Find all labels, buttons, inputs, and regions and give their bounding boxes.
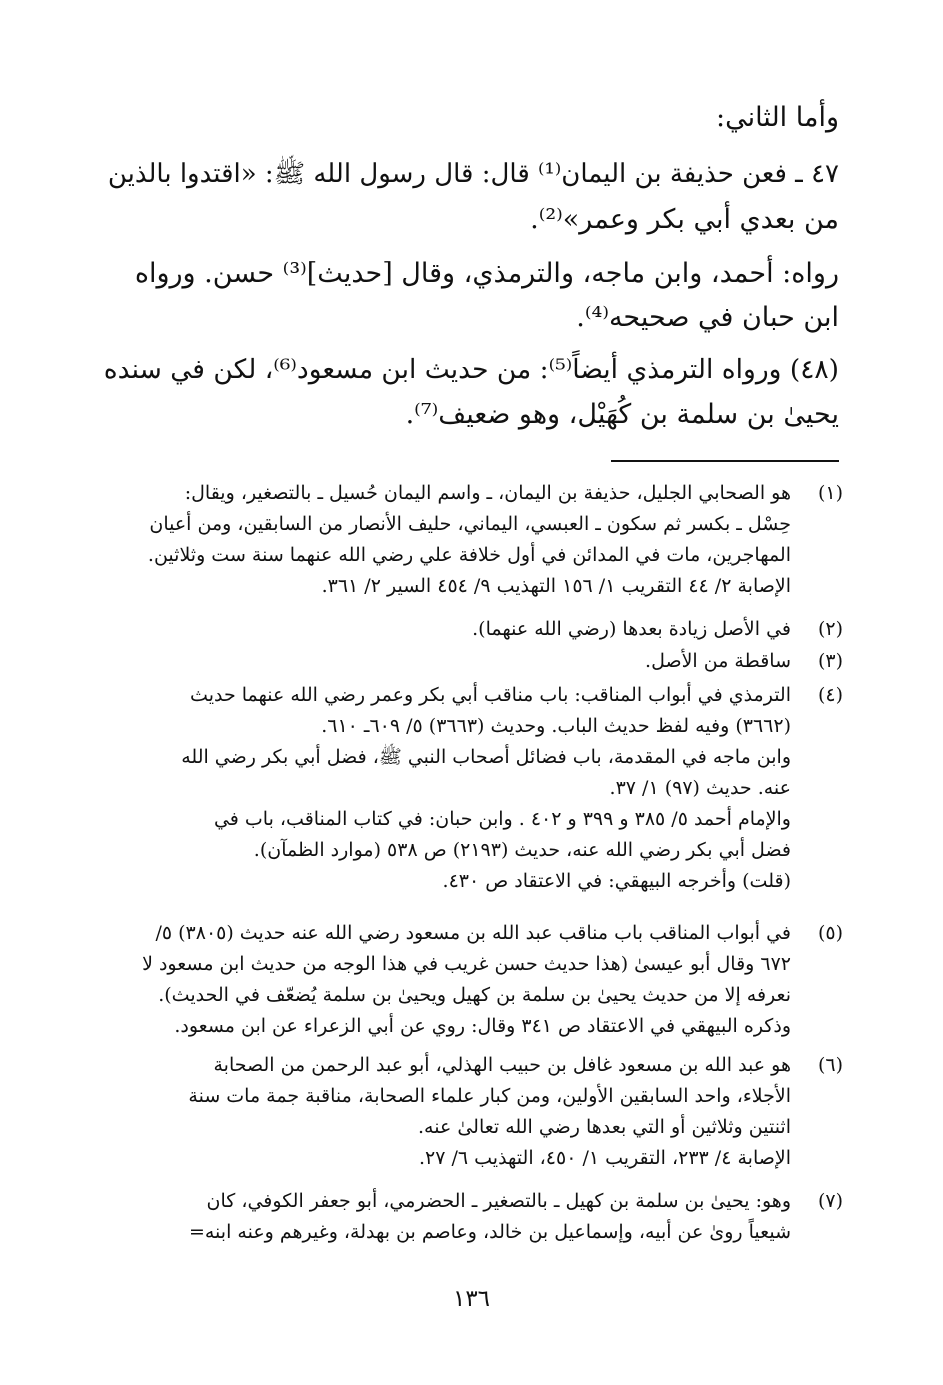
footnote-number: (٧) xyxy=(817,1190,843,1212)
footnote-line: عنه. حديث (٩٧) ١/ ٣٧. xyxy=(609,777,791,799)
footnote-line: ٦٧٢ وقال أبو عيسىٰ (هذا حديث حسن غريب في هذا الوجه من حديث ابن مسعود لا xyxy=(142,953,791,975)
footnote-4 xyxy=(100,680,843,897)
hadith-47-line-2: من بعدي أبي بكر وعمر»⁽²⁾. xyxy=(530,204,839,235)
footnote-separator xyxy=(611,460,839,462)
hadith-47-line-1: ٤٧ ـ فعن حذيفة بن اليمان⁽¹⁾ قال: قال رسول الله ﷺ: «اقتدوا بالذين xyxy=(107,159,839,189)
footnote-line: الترمذي في أبواب المناقب: باب مناقب أبي بكر وعمر رضي الله عنهما حديث xyxy=(190,684,791,706)
footnote-line: هو عبد الله بن مسعود غافل بن حبيب الهذلي، أبو عبد الرحمن من الصحابة xyxy=(213,1054,791,1076)
footnote-line: والإمام أحمد ٥/ ٣٨٥ و ٣٩٩ و ٤٠٢ . وابن حبان: في كتاب المناقب، باب في xyxy=(213,808,791,830)
footnote-line: نعرفه إلا من حديث يحيىٰ بن سلمة بن كهيل ويحيىٰ بن سلمة يُضعّف في الحديث). xyxy=(158,984,791,1006)
footnote-line: (٣٦٦٢) وفيه لفظ حديث الباب. وحديث (٣٦٦٣) ٥/ ٦٠٩ـ ٦١٠. xyxy=(321,715,791,737)
footnote-6 xyxy=(100,1050,843,1174)
footnote-number: (٢) xyxy=(817,618,843,640)
hadith-48-line-1: (٤٨) ورواه الترمذي أيضاً⁽⁵⁾: من حديث ابن مسعود⁽⁶⁾، لكن في سنده xyxy=(103,354,839,385)
footnote-number: (٦) xyxy=(817,1054,843,1076)
footnote-2 xyxy=(100,614,843,645)
footnote-line: الأجلاء، واحد السابقين الأولين، ومن كبار علماء الصحابة، مناقبة جمة مات سنة xyxy=(188,1085,791,1107)
footnote-line: فضل أبي بكر رضي الله عنه، حديث (٢١٩٣) ص ٥٣٨ (موارد الظمآن). xyxy=(253,839,791,861)
footnote-number: (١) xyxy=(817,482,843,504)
footnote-line: وابن ماجه في المقدمة، باب فضائل أصحاب النبي ﷺ، فضل أبي بكر رضي الله xyxy=(181,746,791,768)
hadith-48-line-2: يحيىٰ بن سلمة بن كُهَيْل، وهو ضعيف⁽⁷⁾. xyxy=(405,399,839,430)
footnote-line: المهاجرين، مات في المدائن في أول خلافة علي رضي الله عنهما سنة ست وثلاثين. xyxy=(147,544,791,566)
narration-line-2: ابن حبان في صحيحه⁽⁴⁾. xyxy=(576,302,839,333)
footnote-line: الإصابة ٤/ ٢٣٣، التقريب ١/ ٤٥٠، التهذيب ٦/ ٢٧. xyxy=(418,1147,791,1169)
footnote-1 xyxy=(100,478,843,602)
footnote-line: اثنتين وثلاثين أو التي بعدها رضي الله تعالىٰ عنه. xyxy=(417,1116,791,1138)
section-heading: وأما الثاني: xyxy=(715,102,839,133)
footnote-number: (٤) xyxy=(817,684,843,706)
footnote-line: حِسْل ـ بكسر ثم سكون ـ العبسي، اليماني، حليف الأنصار من السابقين، ومن أعيان xyxy=(149,513,791,535)
footnote-line: وذكره البيهقي في الاعتقاد ص ٣٤١ وقال: روي عن أبي الزعراء عن ابن مسعود. xyxy=(174,1015,791,1037)
footnote-7 xyxy=(100,1186,843,1248)
footnote-number: (٣) xyxy=(817,650,843,672)
footnote-line: شيعياً روىٰ عن أبيه، وإسماعيل بن خالد، وعاصم بن بهدلة، وغيرهم وعنه ابنه= xyxy=(188,1221,791,1243)
footnote-line: في أبواب المناقب باب مناقب عبد الله بن مسعود رضي الله عنه حديث (٣٨٠٥) ٥/ xyxy=(155,922,791,944)
footnote-5 xyxy=(100,918,843,1042)
page-number: ١٣٦ xyxy=(452,1286,491,1312)
narration-line-1: رواه: أحمد، وابن ماجه، والترمذي، وقال [حديث]⁽³⁾ حسن. ورواه xyxy=(134,258,839,289)
footnote-line: في الأصل زيادة بعدها (رضي الله عنهما). xyxy=(472,618,791,640)
footnote-number: (٥) xyxy=(817,922,843,944)
footnote-line: ساقطة من الأصل. xyxy=(645,650,791,672)
footnote-3 xyxy=(100,646,843,677)
footnote-line: هو الصحابي الجليل، حذيفة بن اليمان، ـ واسم اليمان حُسيل ـ بالتصغير، ويقال: xyxy=(184,482,791,504)
footnote-line: وهو: يحيىٰ بن سلمة بن كهيل ـ بالتصغير ـ الحضرمي، أبو جعفر الكوفي، كان xyxy=(206,1190,791,1212)
footnote-line: (قلت) وأخرجه البيهقي: في الاعتقاد ص ٤٣٠. xyxy=(442,870,791,892)
footnote-line: الإصابة ٢/ ٤٤ التقريب ١/ ١٥٦ التهذيب ٩/ ٤٥٤ السير ٢/ ٣٦١. xyxy=(321,575,791,597)
